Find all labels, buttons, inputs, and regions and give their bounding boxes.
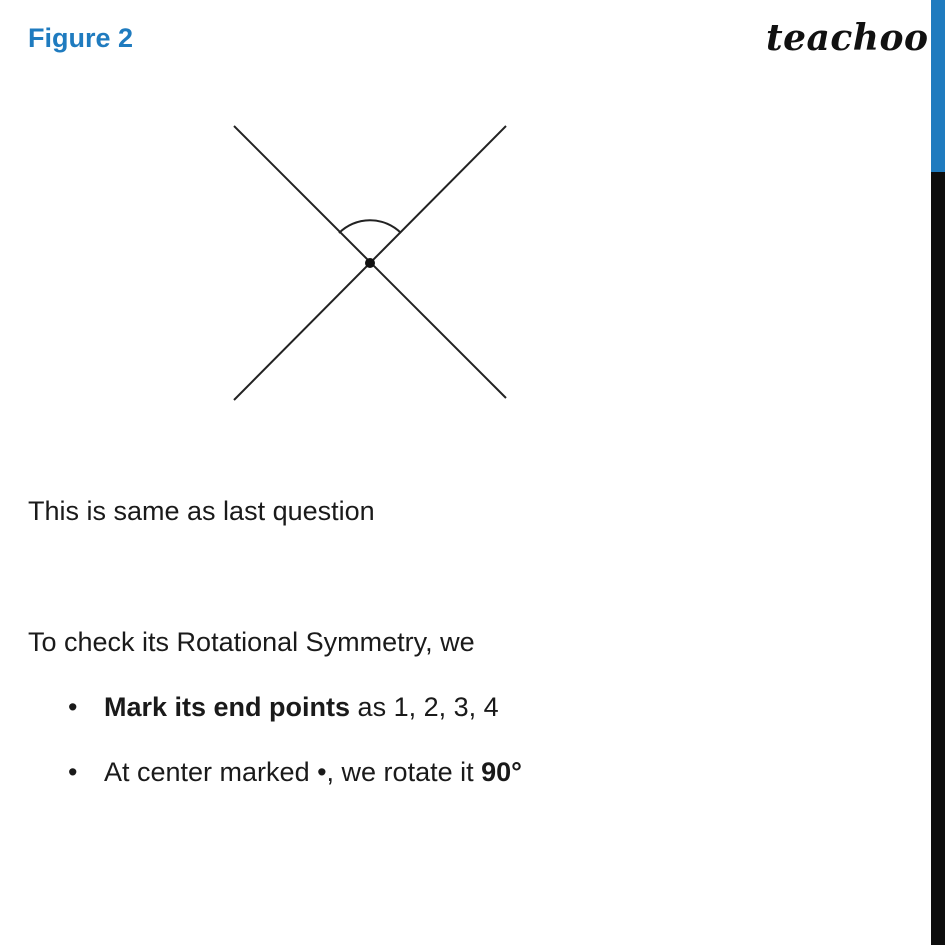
figure-title: Figure 2: [28, 23, 134, 53]
angle-arc: [339, 220, 401, 233]
body-text-line-1: This is same as last question: [28, 496, 375, 526]
intersecting-lines-figure: [200, 100, 540, 430]
bullet-item-2: [68, 754, 522, 790]
bullet-1-bold: Mark its end points: [104, 692, 351, 722]
bullet-dot: •: [68, 692, 78, 722]
body-text-line-2: To check its Rotational Symmetry, we: [28, 627, 475, 657]
teachoo-logo: teachoo: [766, 17, 929, 59]
scrollbar[interactable]: [931, 0, 945, 945]
bullet-2-bold: 90°: [481, 757, 522, 787]
bullet-item-1: [68, 689, 499, 725]
bullet-1-rest: as 1, 2, 3, 4: [350, 692, 499, 722]
scrollbar-thumb[interactable]: [931, 0, 945, 172]
bullet-dot: •: [68, 757, 78, 787]
bullet-2-text: At center marked •, we rotate it: [104, 757, 482, 787]
center-point: [365, 258, 375, 268]
